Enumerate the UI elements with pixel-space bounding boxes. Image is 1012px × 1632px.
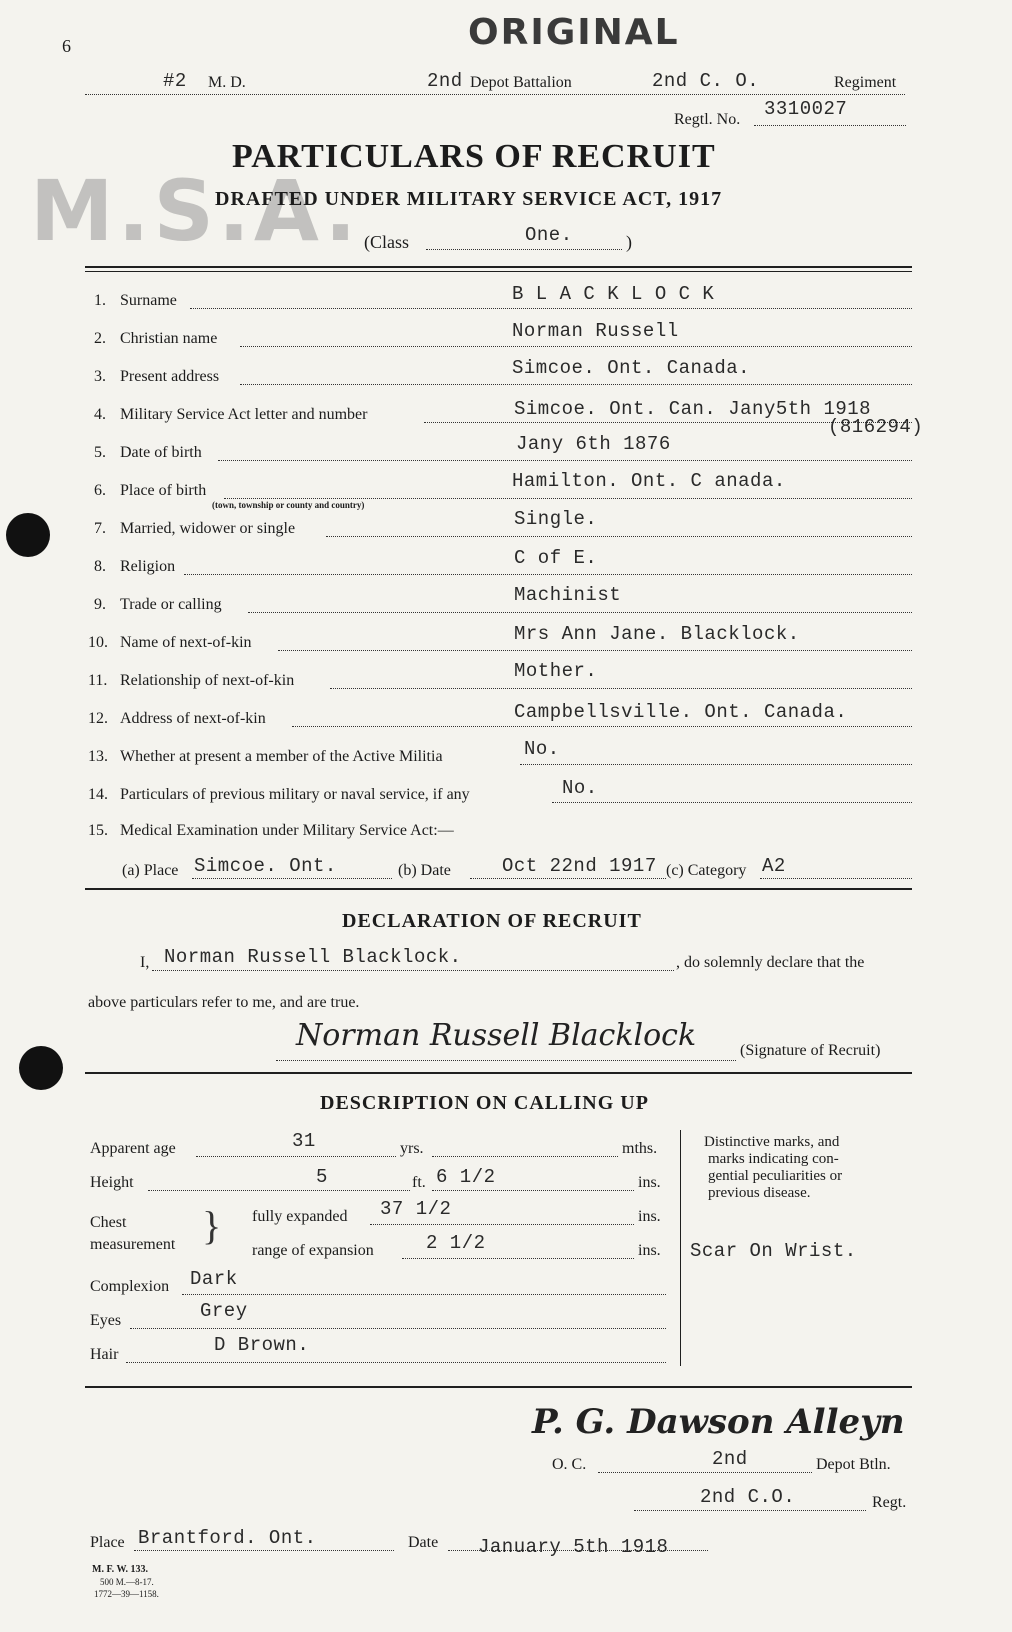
row-12-label: Address of next-of-kin <box>120 710 266 727</box>
birth-place-value: Hamilton. Ont. C anada. <box>512 470 786 492</box>
range-expansion-line <box>402 1258 634 1259</box>
row-1-line <box>190 308 912 309</box>
christian-name-value: Norman Russell <box>512 320 679 342</box>
row-14-number: 14. <box>88 786 108 803</box>
declaration-name-value: Norman Russell Blacklock. <box>164 946 462 968</box>
row-11-number: 11. <box>88 672 108 689</box>
row-13-number: 13. <box>88 748 108 765</box>
hair-value: D Brown. <box>214 1334 310 1356</box>
surname-value: B L A C K L O C K <box>512 283 715 305</box>
row-10-number: 10. <box>88 634 108 651</box>
mths-label: mths. <box>622 1140 658 1157</box>
range-expansion-label: range of expansion <box>252 1242 374 1259</box>
marital-status-value: Single. <box>514 508 598 530</box>
marks-text-1: Distinctive marks, and <box>704 1134 840 1150</box>
row-15-number: 15. <box>88 822 108 839</box>
fully-expanded-label: fully expanded <box>252 1208 348 1225</box>
medical-category-label: (c) Category <box>666 862 747 879</box>
declaration-text: , do solemnly declare that the <box>676 954 865 971</box>
row-11-label: Relationship of next-of-kin <box>120 672 295 689</box>
row-9-number: 9. <box>94 596 106 613</box>
medical-date-line <box>470 878 666 879</box>
original-stamp: ORIGINAL <box>468 12 680 53</box>
regt-line <box>634 1510 866 1511</box>
depot-value: 2nd <box>712 1448 748 1470</box>
age-value: 31 <box>292 1130 316 1152</box>
declaration-i: I, <box>140 954 150 971</box>
height-ft-value: 5 <box>316 1166 328 1188</box>
regtl-label: Regtl. No. <box>674 111 741 128</box>
form-code-1: M. F. W. 133. <box>92 1564 149 1575</box>
ft-label: ft. <box>412 1174 426 1191</box>
regt-label: Regt. <box>872 1494 907 1511</box>
row-7-line <box>326 536 912 537</box>
birth-date-value: Jany 6th 1876 <box>516 433 671 455</box>
oc-label: O. C. <box>552 1456 587 1473</box>
row-12-line <box>292 726 912 727</box>
battalion-label: Depot Battalion <box>470 74 572 91</box>
declaration-name-line <box>152 970 674 971</box>
present-address-value: Simcoe. Ont. Canada. <box>512 357 751 379</box>
row-15-label: Medical Examination under Military Service Act:— <box>120 822 454 839</box>
medical-category-value: A2 <box>762 855 786 877</box>
marks-text-3: gential peculiarities or <box>708 1168 843 1184</box>
row-14-label: Particulars of previous military or naval service, if any <box>120 786 470 803</box>
md-label: M. D. <box>208 74 246 91</box>
hair-label: Hair <box>90 1346 119 1363</box>
officer-signature: P. G. Dawson Alleyn <box>532 1402 905 1442</box>
age-line <box>196 1156 396 1157</box>
medical-place-value: Simcoe. Ont. <box>194 855 337 877</box>
row-2-number: 2. <box>94 330 106 347</box>
row-5-line <box>218 460 912 461</box>
complexion-value: Dark <box>190 1268 238 1290</box>
depot-line <box>598 1472 812 1473</box>
next-of-kin-value: Mrs Ann Jane. Blacklock. <box>514 623 800 645</box>
chest-label-1: Chest <box>90 1214 127 1231</box>
section-rule-3 <box>85 1386 912 1388</box>
fully-expanded-value: 37 1/2 <box>380 1198 452 1220</box>
form-code-2: 500 M.—8-17. <box>100 1577 154 1587</box>
form-subtitle: DRAFTED UNDER MILITARY SERVICE ACT, 1917 <box>215 188 723 210</box>
declaration-line-2: above particulars refer to me, and are true. <box>88 994 360 1011</box>
fully-expanded-line <box>370 1224 634 1225</box>
punch-hole <box>6 513 50 557</box>
row-9-line <box>248 612 912 613</box>
chest-label-2: measurement <box>90 1236 176 1253</box>
class-line <box>426 249 622 250</box>
title-rule-thin <box>85 271 912 272</box>
marks-text-2: marks indicating con- <box>708 1151 839 1167</box>
row-5-label: Date of birth <box>120 444 202 461</box>
row-8-number: 8. <box>94 558 106 575</box>
height-in-value: 6 1/2 <box>436 1166 496 1188</box>
row-3-number: 3. <box>94 368 106 385</box>
height-ft-line <box>148 1190 410 1191</box>
footer-place-label: Place <box>90 1534 125 1551</box>
battalion-value: 2nd <box>427 70 463 92</box>
section-rule <box>85 888 912 890</box>
medical-date-value: Oct 22nd 1917 <box>502 855 657 877</box>
section-rule-2 <box>85 1072 912 1074</box>
row-5-number: 5. <box>94 444 106 461</box>
class-open: (Class <box>364 232 409 252</box>
marks-divider <box>680 1130 681 1366</box>
militia-value: No. <box>524 738 560 760</box>
complexion-label: Complexion <box>90 1278 170 1295</box>
row-3-line <box>240 384 912 385</box>
class-value: One. <box>525 224 573 246</box>
medical-place-label: (a) Place <box>122 862 179 879</box>
row-11-line <box>330 688 912 689</box>
footer-date-value: January 5th 1918 <box>478 1536 669 1558</box>
regt-value: 2nd C.O. <box>700 1486 796 1508</box>
msa-stamp: M.S.A. <box>30 162 361 260</box>
chest-brace: } <box>202 1203 222 1248</box>
marks-text-4: previous disease. <box>708 1185 811 1201</box>
regiment-label: Regiment <box>834 74 897 91</box>
medical-category-line <box>760 878 912 879</box>
row-13-label: Whether at present a member of the Active Militia <box>120 748 443 765</box>
row-10-label: Name of next-of-kin <box>120 634 252 651</box>
punch-hole <box>19 1046 63 1090</box>
row-2-label: Christian name <box>120 330 218 347</box>
row-12-number: 12. <box>88 710 108 727</box>
row-6-line <box>224 498 912 499</box>
row-1-number: 1. <box>94 292 106 309</box>
row-6-label: Place of birth <box>120 482 207 499</box>
msa-number-value: Simcoe. Ont. Can. Jany5th 1918 <box>514 398 872 420</box>
regtl-number: 3310027 <box>764 98 848 120</box>
relationship-value: Mother. <box>514 660 598 682</box>
form-code-3: 1772—39—1158. <box>94 1589 159 1599</box>
form-title: PARTICULARS OF RECRUIT <box>232 138 716 175</box>
recruit-signature: Norman Russell Blacklock <box>296 1018 697 1053</box>
previous-service-value: No. <box>562 777 598 799</box>
eyes-label: Eyes <box>90 1312 122 1329</box>
row-4-label: Military Service Act letter and number <box>120 406 368 423</box>
footer-date-label: Date <box>408 1534 439 1551</box>
birth-place-note: (town, township or county and country) <box>212 500 365 510</box>
row-13-line <box>520 764 912 765</box>
range-expansion-value: 2 1/2 <box>426 1232 486 1254</box>
trade-value: Machinist <box>514 584 622 606</box>
medical-date-label: (b) Date <box>398 862 451 879</box>
next-of-kin-address-value: Campbellsville. Ont. Canada. <box>514 701 848 723</box>
height-label: Height <box>90 1174 134 1191</box>
row-2-line <box>240 346 912 347</box>
description-heading: DESCRIPTION ON CALLING UP <box>320 1092 649 1114</box>
medical-place-line <box>192 878 392 879</box>
row-7-number: 7. <box>94 520 106 537</box>
row-4-number: 4. <box>94 406 106 423</box>
distinctive-marks-value: Scar On Wrist. <box>690 1240 857 1262</box>
title-rule <box>85 266 912 268</box>
msa-number-value-2: (816294) <box>828 416 924 438</box>
signature-label: (Signature of Recruit) <box>740 1042 881 1059</box>
row-9-label: Trade or calling <box>120 596 222 613</box>
regiment-value: 2nd C. O. <box>652 70 760 92</box>
regtl-line <box>754 125 906 126</box>
row-7-label: Married, widower or single <box>120 520 296 537</box>
eyes-line <box>130 1328 666 1329</box>
page-number: 6 <box>62 36 71 56</box>
age-label: Apparent age <box>90 1140 176 1157</box>
row-6-number: 6. <box>94 482 106 499</box>
height-ins-label: ins. <box>638 1174 661 1191</box>
depot-label: Depot Btln. <box>816 1456 891 1473</box>
row-1-label: Surname <box>120 292 177 309</box>
eyes-value: Grey <box>200 1300 248 1322</box>
header-line <box>85 94 905 95</box>
religion-value: C of E. <box>514 547 598 569</box>
range-ins-label: ins. <box>638 1242 661 1259</box>
row-14-line <box>552 802 912 803</box>
fully-ins-label: ins. <box>638 1208 661 1225</box>
hair-line <box>126 1362 666 1363</box>
signature-line <box>276 1060 736 1061</box>
class-close: ) <box>626 232 632 252</box>
complexion-line <box>182 1294 666 1295</box>
row-8-line <box>184 574 912 575</box>
footer-place-line <box>134 1550 394 1551</box>
mths-line <box>432 1156 618 1157</box>
footer-place-value: Brantford. Ont. <box>138 1527 317 1549</box>
md-value: #2 <box>163 70 187 92</box>
row-3-label: Present address <box>120 368 220 385</box>
height-in-line <box>432 1190 634 1191</box>
yrs-label: yrs. <box>400 1140 424 1157</box>
row-10-line <box>278 650 912 651</box>
row-8-label: Religion <box>120 558 176 575</box>
declaration-heading: DECLARATION OF RECRUIT <box>342 910 642 932</box>
